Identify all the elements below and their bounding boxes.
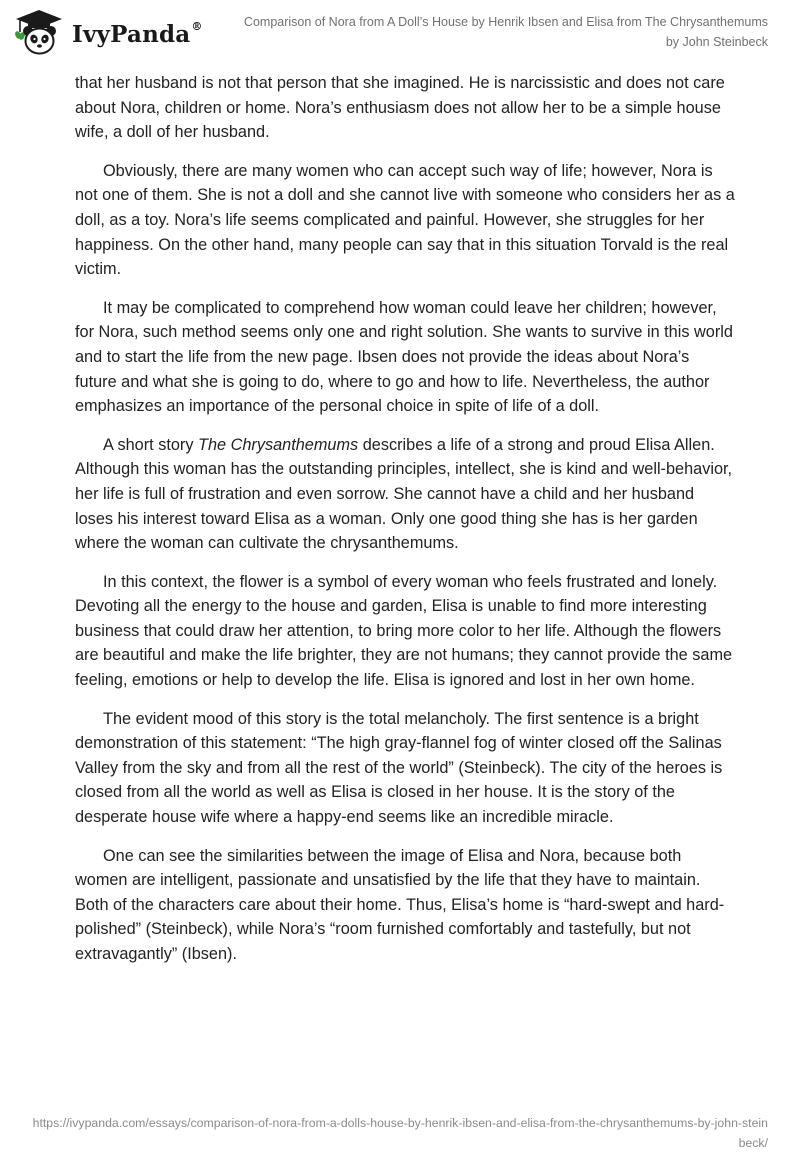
ivypanda-logo[interactable] — [14, 8, 203, 56]
paragraph: It may be complicated to comprehend how woman could leave her children; however, for Nora, such method seems only one and right solution. She wants to survive in this world and to start the life from the new page. Ibsen does not provide the ideas about Nora’s future and what she is going to do, where to go and how to life. Nevertheless, the author emphasizes an importance of the personal choice in spite of life of a doll. — [75, 298, 733, 416]
essay-body — [75, 71, 735, 981]
story-title: The Chrysanthemums — [198, 435, 359, 454]
paragraph: that her husband is not that person that she imagined. He is narcissistic and does not care about Nora, children or home. Nora’s enthusiasm does not allow her to be a simple house wife, a doll of her husband. — [75, 74, 725, 142]
logo-wordmark: IvyPanda® — [72, 19, 203, 48]
source-url[interactable]: https://ivypanda.com/essays/comparison-of-nora-from-a-dolls-house-by-henrik-ibsen-and-elisa-from-the-chrysanthemums-by-john-steinbeck/ — [32, 1116, 768, 1150]
paragraph: In this context, the flower is a symbol of every woman who feels frustrated and lonely. Devoting all the energy to the house and garden, Elisa is unable to find more interesting business that could draw her attention, to bring more color to her life. Although the flowers are beautiful and make the life brighter, they are not humans; they cannot provide the same feeling, emotions or help to develop the life. Elisa is ignored and lost in her own home. — [75, 572, 733, 690]
paragraph: A short story The Chrysanthemums describes a life of a strong and proud Elisa Allen. Although this woman has the outstanding principles, intellect, she is kind and well-behavior, her life is full of frustration and even sorrow. She cannot have a child and her husband loses his interest toward Elisa as a woman. Only one good thing she has is her garden where the woman can cultivate the chrysanthemums. — [75, 435, 733, 553]
paragraph: One can see the similarities between the image of Elisa and Nora, because both women are intelligent, passionate and unsatisfied by the life that they have to maintain. Both of the characters care about their home. Thus, Elisa’s home is “hard-swept and hard-polished” (Steinbeck), while Nora’s “room furnished comfortably and tastefully, but not extravagantly” (Ibsen). — [75, 846, 725, 963]
paragraph: Obviously, there are many women who can accept such way of life; however, Nora is not one of them. She is not a doll and she cannot live with someone who considers her as a doll, as a toy. Nora’s life seems complicated and painful. However, she struggles for her happiness. On the other hand, many people can say that in this situation Torvald is the real victim. — [75, 161, 735, 279]
page-header — [0, 0, 800, 60]
document-title: Comparison of Nora from A Doll’s House by Henrik Ibsen and Elisa from The Chrysanthemums by John Steinbeck — [243, 15, 768, 49]
paragraph: The evident mood of this story is the total melancholy. The first sentence is a bright demonstration of this statement: “The high gray-flannel fog of winter closed off the Salinas Valley from the sky and from all the rest of the world” (Steinbeck). The city of the heroes is closed from all the world as well as Elisa is closed in her house. It is the story of the desperate house wife where a happy-end seems like an incredible miracle. — [75, 709, 723, 827]
panda-graduate-icon — [14, 8, 64, 56]
